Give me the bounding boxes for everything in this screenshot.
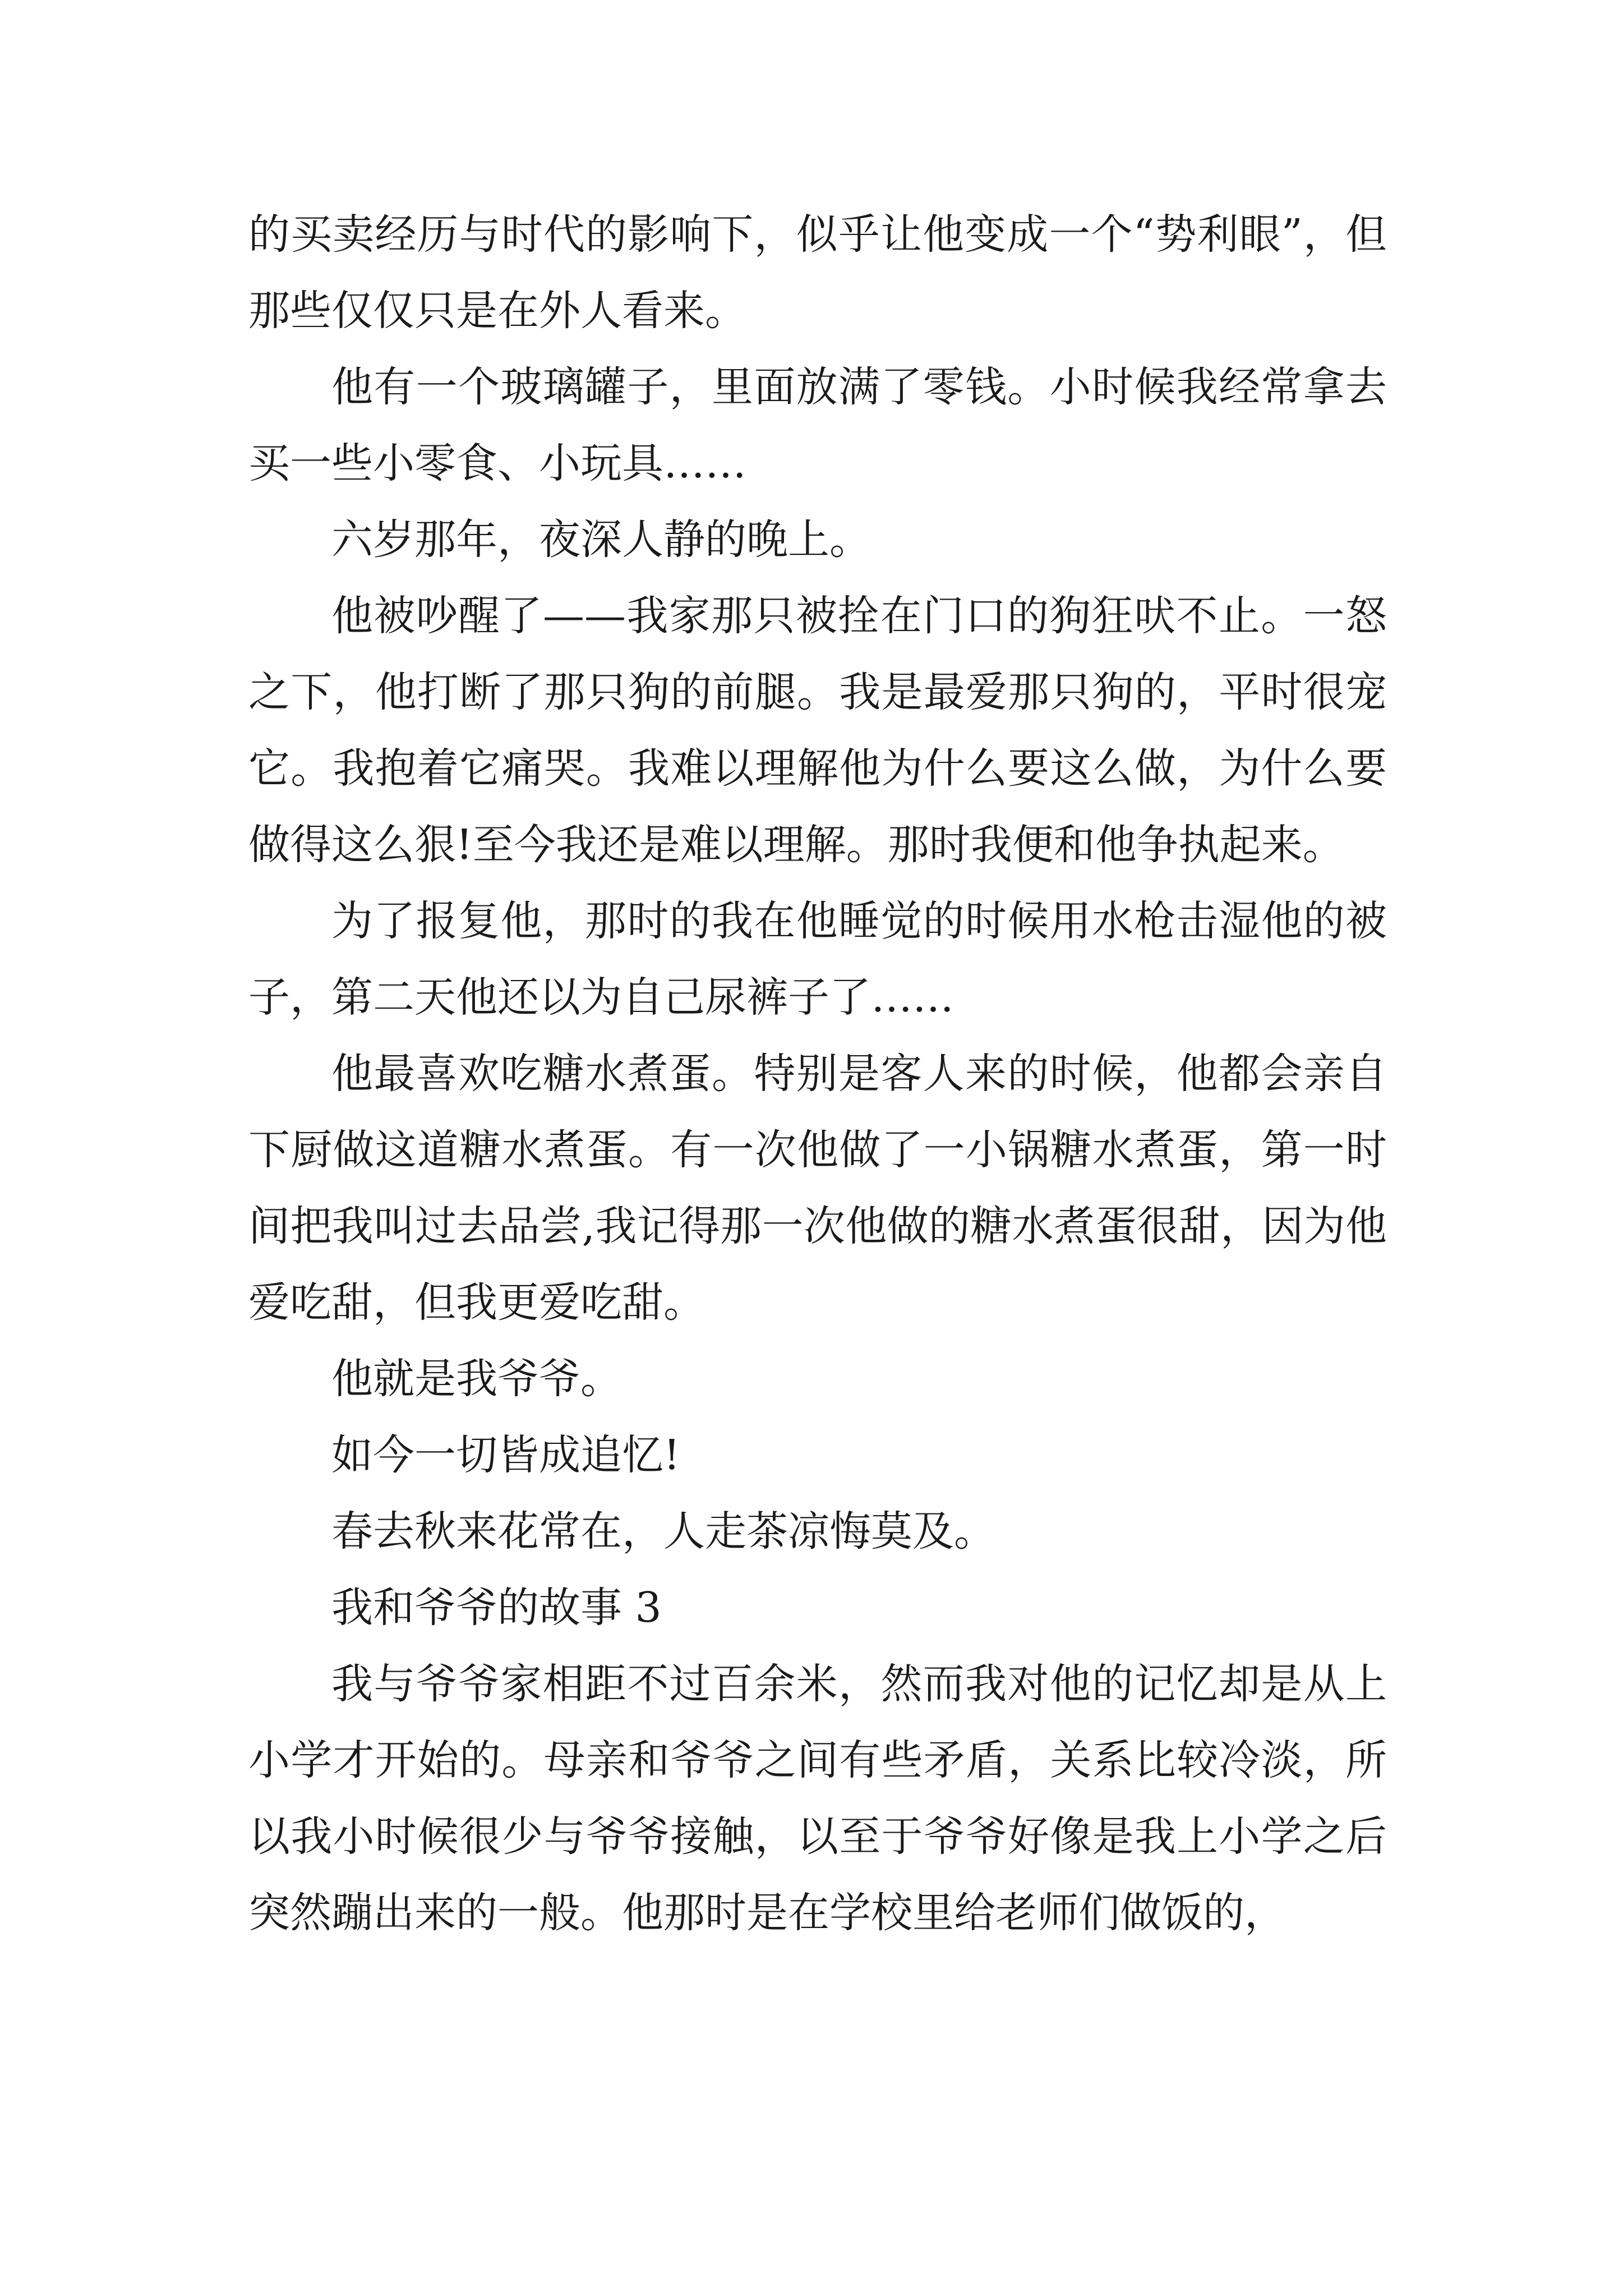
paragraph-4: 他被吵醒了——我家那只被拴在门口的狗狂吠不止。一怒之下，他打断了那只狗的前腿。我是最爱那只狗的，平时很宠它。我抱着它痛哭。我难以理解他为什么要这么做，为什么要做得这么狠!至今我还是难以理解。那时我便和他争执起来。 [248, 592, 1387, 869]
paragraph-10: 我与爷爷家相距不过百余米，然而我对他的记忆却是从上小学才开始的。母亲和爷爷之间有些矛盾，关系比较冷淡，所以我小时候很少与爷爷接触，以至于爷爷好像是我上小学之后突然蹦出来的一般。他那时是在学校里给老师们做饭的， [248, 1660, 1387, 1937]
section-heading: 我和爷爷的故事 3 [331, 1584, 662, 1632]
paragraph-3: 六岁那年，夜深人静的晚上。 [331, 516, 871, 564]
paragraph-9: 春去秋来花常在，人走茶凉悔莫及。 [331, 1507, 995, 1556]
paragraph-6: 他最喜欢吃糖水煮蛋。特别是客人来的时候，他都会亲自下厨做这道糖水煮蛋。有一次他做了一小锅糖水煮蛋，第一时间把我叫过去品尝,我记得那一次他做的糖水煮蛋很甜，因为他爱吃甜，但我更爱吃甜。 [248, 1050, 1387, 1327]
paragraph-1: 的买卖经历与时代的影响下，似乎让他变成一个“势利眼”，但那些仅仅只是在外人看来。 [248, 210, 1387, 335]
paragraph-8: 如今一切皆成追忆! [331, 1431, 680, 1479]
paragraph-7: 他就是我爷爷。 [331, 1355, 622, 1403]
paragraph-2: 他有一个玻璃罐子，里面放满了零钱。小时候我经常拿去买一些小零食、小玩具…… [248, 363, 1387, 487]
document-body [248, 196, 1387, 1951]
paragraph-5: 为了报复他，那时的我在他睡觉的时候用水枪击湿他的被子，第二天他还以为自己尿裤子了…… [248, 897, 1387, 1022]
